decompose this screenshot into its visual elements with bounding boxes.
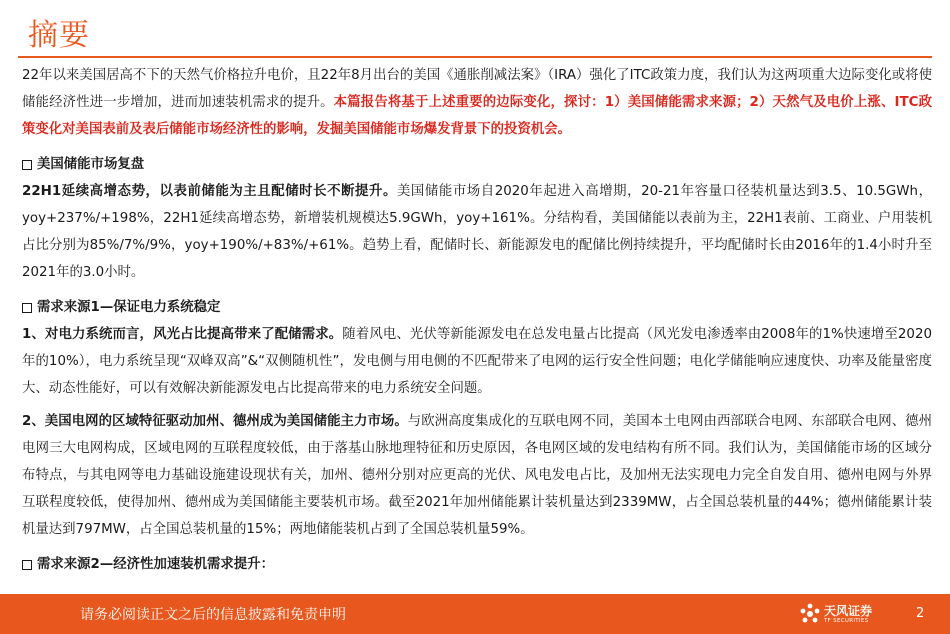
page-number: 2 [916,606,925,621]
page-title: 摘要 [28,18,90,53]
intro-paragraph [22,62,932,143]
market-review-paragraph [22,178,932,286]
intro-text: 22年以来美国居高不下的天然气价格拉升电价，且22年8月出台的美国《通胀削减法案》（IRA）强化了ITC政策力度，我们认为这两项重大边际变化或将使储能经济性进一步增加，进而加速装机需求的提升。 [22,68,932,110]
demand-source-1-paragraph-1 [22,321,932,402]
paragraph-body: 与欧洲高度集成化的互联电网不同，美国本土电网由西部联合电网、东部联合电网、德州电网三大电网构成，区域电网的互联程度较低，由于落基山脉地理特征和历史原因，各电网区域的发电结构有所不同。我们认为，美国储能市场的区域分布特点，与其电网等电力基础设施建设现状有关，加州、德州分别对应更高的光伏、风电发电占比，及加州无法实现电力完全自发自用、德州电网与外界互联程度较低，使得加州、德州成为美国储能主要装机市场。截至2021年加州储能累计装机量达到2339MW，占全国总装机量的44%；德州储能累计装机量达到797MW，占全国总装机量的15%；两地储能装机占到了全国总装机量59%。 [22,414,932,537]
demand-source-1-paragraph-2 [22,408,932,543]
summary-content [22,62,932,578]
paragraph-lead: 2、美国电网的区域特征驱动加州、德州成为美国储能主力市场。 [22,414,408,429]
paragraph-lead: 22H1延续高增态势，以表前储能为主且配储时长不断提升。 [22,184,397,199]
logo-text-cn: 天风证券 [824,604,873,618]
section-heading-demand-source-1: 需求来源1—保证电力系统稳定 [22,294,932,321]
tf-logo-icon [798,602,822,626]
checkbox-square-icon [22,160,32,170]
logo-text-en: TF SECURITIES [824,618,869,624]
paragraph-body: 随着风电、光伏等新能源发电在总发电量占比提高（风光发电渗透率由2008年的1%快速增至2020年的10%），电力系统呈现“双峰双高”&“双侧随机性”，发电侧与用电侧的不匹配带来了电网的运行安全性问题；电化学储能响应速度快、功率及能量密度大、动态性能好，可以有效解决新能源发电占比提高带来的电力系统安全问题。 [22,327,932,396]
footer-disclaimer[interactable]: 请务必阅读正文之后的信息披露和免责申明 [80,607,346,623]
checkbox-square-icon [22,303,32,313]
section-heading-demand-source-2: 需求来源2—经济性加速装机需求提升： [22,551,932,578]
footer-bar [0,594,950,634]
section-heading-market-review: 美国储能市场复盘 [22,151,932,178]
paragraph-body: 美国储能市场自2020年起进入高增期，20-21年容量口径装机量达到3.5、10.5GWh，yoy+237%/+198%，22H1延续高增态势，新增装机规模达5.9GWh，yoy+161%。分结构看，美国储能以表前为主，22H1表前、工商业、户用装机占比分别为85%/7%/9%，yoy+190%/+83%/+61%。趋势上看，配储时长、新能源发电的配储比例持续提升，平均配储时长由2016年的1.4小时升至2021年的3.0小时。 [22,184,932,280]
checkbox-square-icon [22,560,32,570]
intro-highlight: 本篇报告将基于上述重要的边际变化，探讨：1）美国储能需求来源；2）天然气及电价上涨、ITC政策变化对美国表前及表后储能市场经济性的影响，发掘美国储能市场爆发背景下的投资机会。 [22,95,932,137]
title-divider [18,56,932,58]
company-logo [798,598,878,630]
paragraph-lead: 1、对电力系统而言，风光占比提高带来了配储需求。 [22,327,343,342]
